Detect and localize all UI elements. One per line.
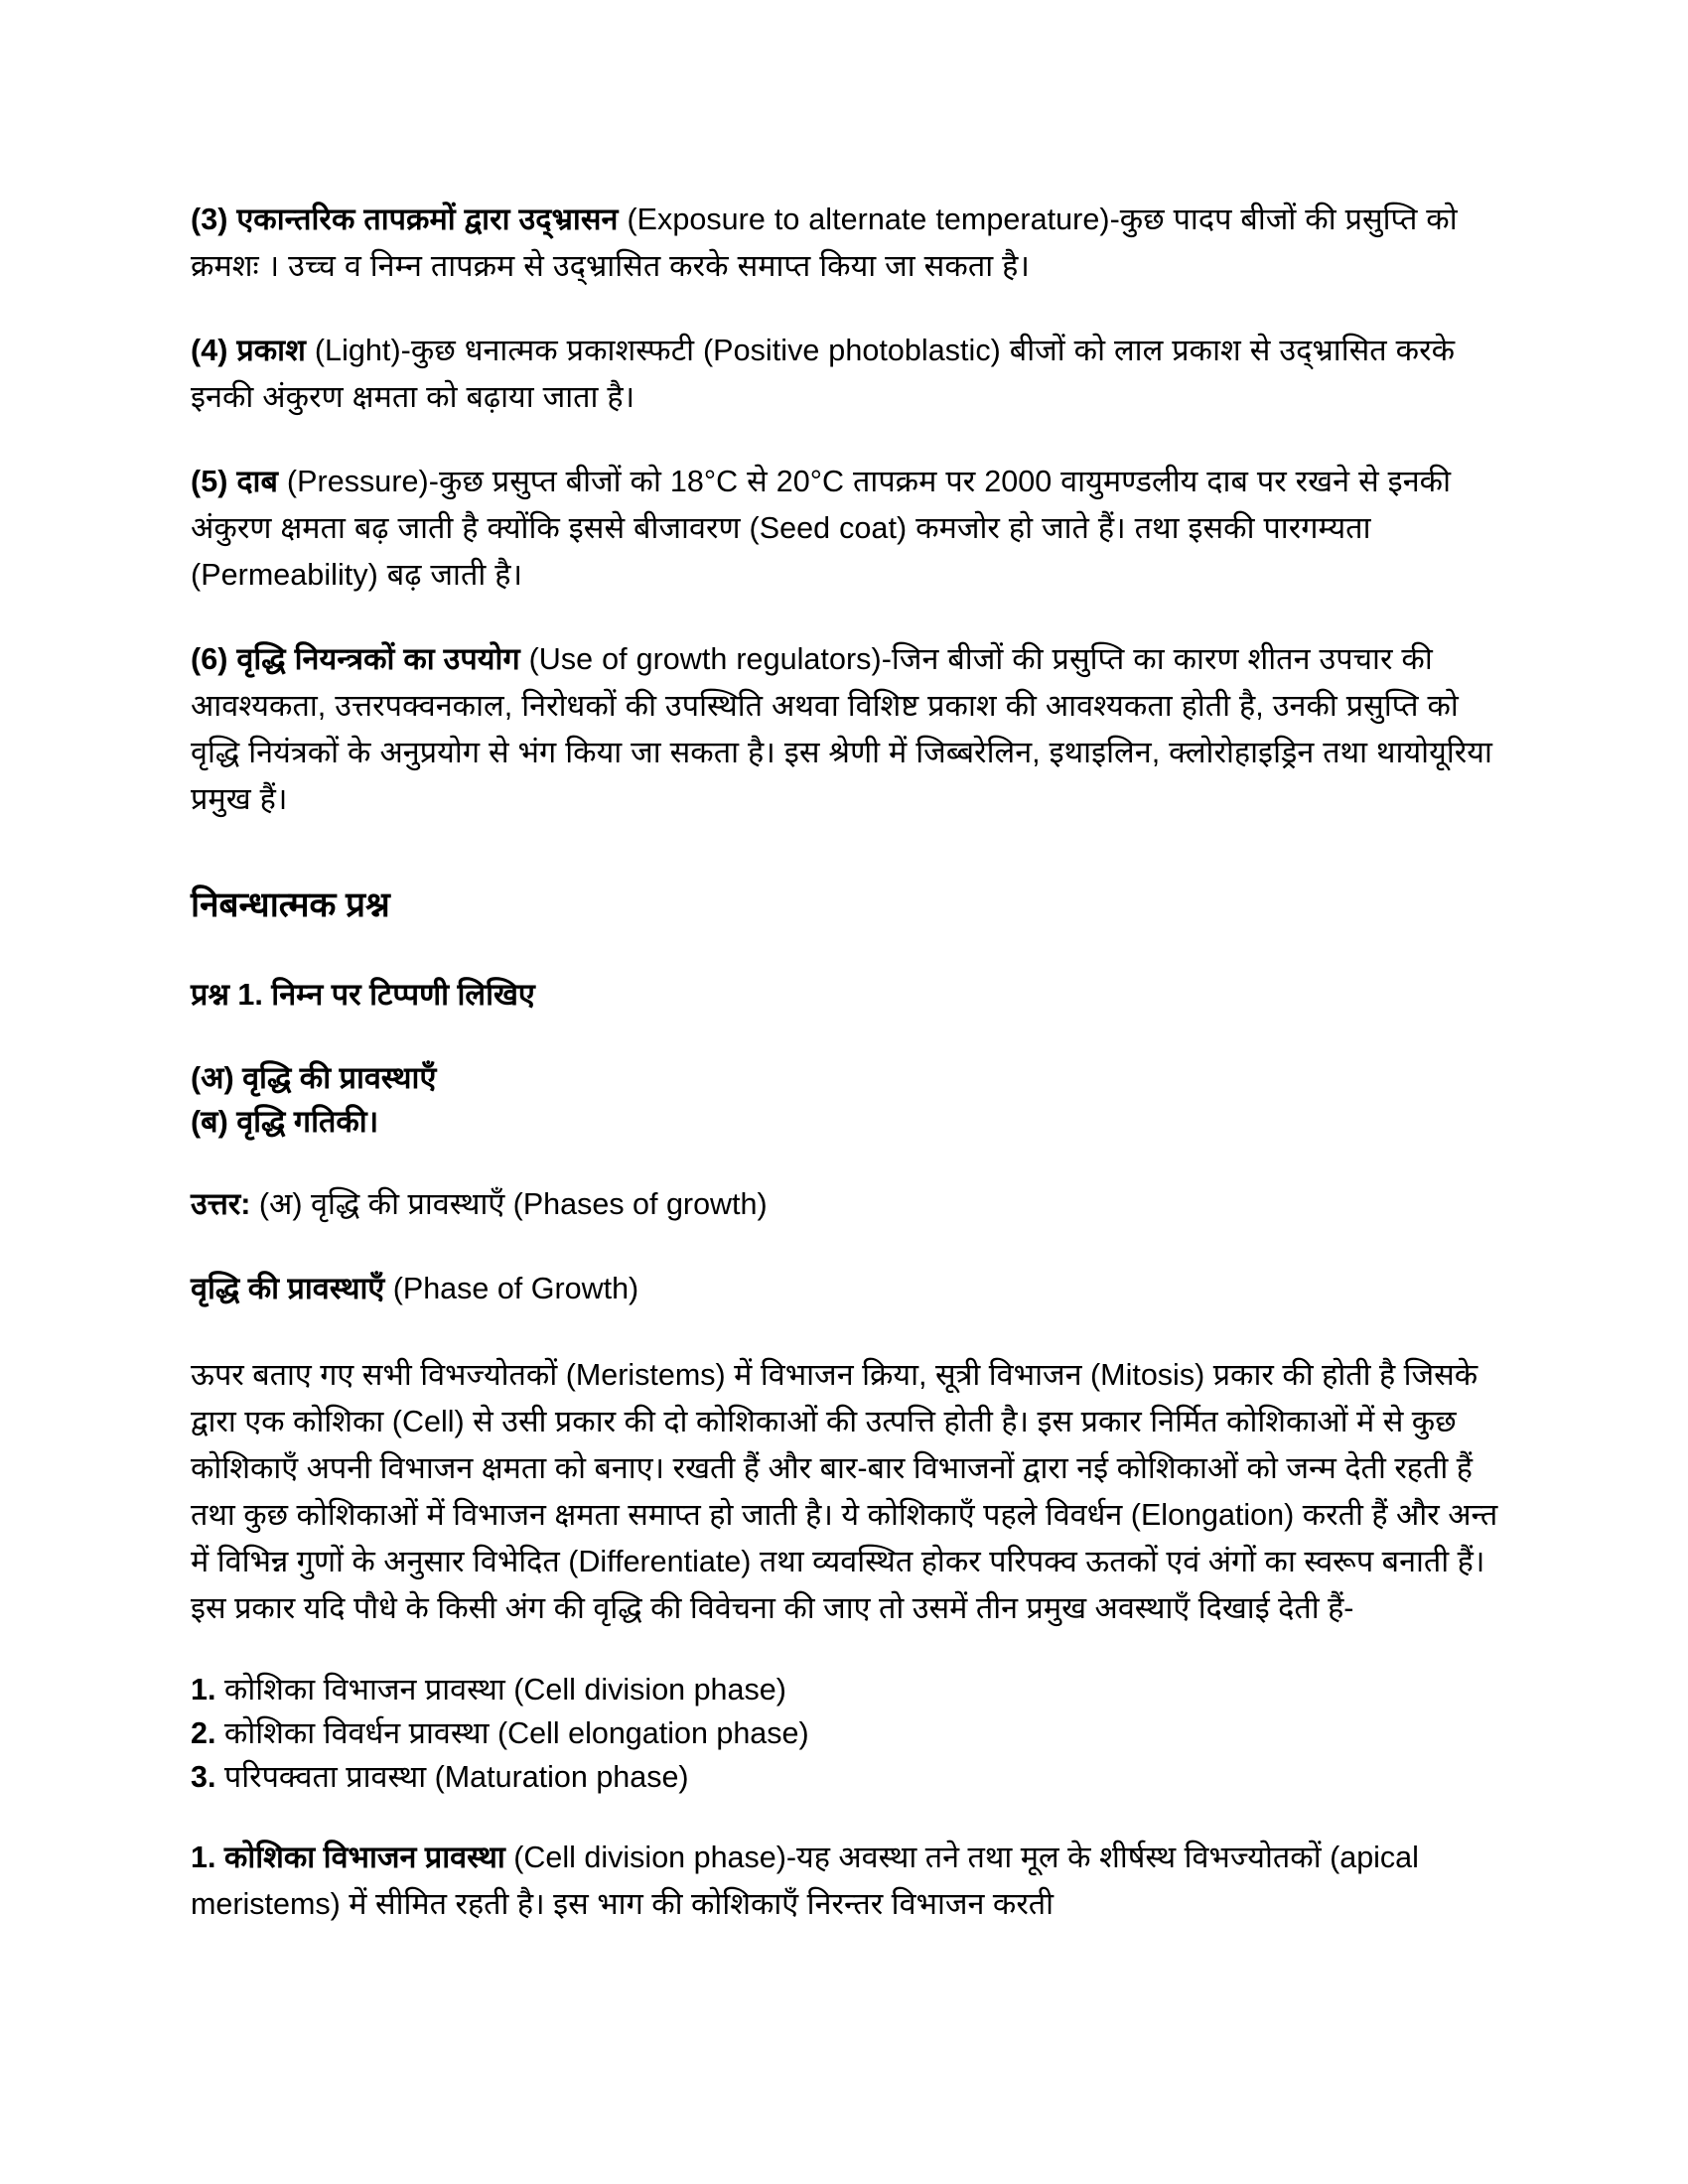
phase-list [191, 1668, 1499, 1799]
phase-list-item-2-number: 2. [191, 1716, 216, 1750]
phase-list-item-2 [191, 1711, 1499, 1755]
paragraph-item-6-body: -जिन बीजों की प्रसुप्ति का कारण शीतन उपचार की आवश्यकता, उत्तरपक्वनकाल, निरोधकों की उपस्थिति अथवा विशिष्ट प्रकाश की आवश्यकता होती है, उनकी प्रसुप्ति को वृद्धि नियंत्रकों के अनुप्रयोग से भंग किया जा सकता है। इस श्रेणी में जिब्बरेलिन, इथाइलिन, क्लोरोहाइड्रिन तथा थायोयूरिया प्रमुख हैं। [191, 642, 1492, 816]
phase-detail-lead: 1. कोशिका विभाजन प्रावस्था [191, 1841, 505, 1874]
phase-detail-body: -यह अवस्था तने तथा मूल के शीर्षस्थ विभज्योतकों (apical meristems) में सीमित रहती है। इस भाग की कोशिकाएँ निरन्तर विभाजन करती [191, 1841, 1419, 1921]
phase-detail-paragraph [191, 1835, 1499, 1928]
paragraph-item-4-body: -कुछ धनात्मक प्रकाशस्फटी (Positive photoblastic) बीजों को लाल प्रकाश से उद्भ्रासित करके इनकी अंकुरण क्षमता को बढ़ाया जाता है। [191, 334, 1456, 414]
paragraph-item-4-lead: (4) प्रकाश [191, 334, 306, 367]
paragraph-item-6-lead: (6) वृद्धि नियन्त्रकों का उपयोग [191, 642, 520, 676]
section-heading: निबन्धात्मक प्रश्न [191, 886, 390, 924]
paragraph-item-5-lead: (5) दाब [191, 465, 278, 498]
paragraph-item-5-body: -कुछ प्रसुप्त बीजों को 18°C से 20°C तापक्रम पर 2000 वायुमण्डलीय दाब पर रखने से इनकी अंकुरण क्षमता बढ़ जाती है क्योंकि इससे बीजावरण (Seed coat) कमजोर हो जाते हैं। तथा इसकी पारगम्यता (Permeability) बढ़ जाती है। [191, 465, 1452, 592]
sub-heading-hindi: वृद्धि की प्रावस्थाएँ [191, 1272, 385, 1305]
paragraph-item-6 [191, 636, 1499, 823]
sub-heading-english: (Phase of Growth) [384, 1272, 639, 1305]
paragraph-item-6-english: (Use of growth regulators) [519, 642, 882, 676]
question-heading: प्रश्न 1. निम्न पर टिप्पणी लिखिए [191, 978, 535, 1012]
main-paragraph: ऊपर बताए गए सभी विभज्योतकों (Meristems) में विभाजन क्रिया, सूत्री विभाजन (Mitosis) प्रकार की होती है जिसके द्वारा एक कोशिका (Cell) से उसी प्रकार की दो कोशिकाओं की उत्पत्ति होती है। इस प्रकार निर्मित कोशिकाओं में से कुछ कोशिकाएँ अपनी विभाजन क्षमता को बनाए। रखती हैं और बार-बार विभाजनों द्वारा नई कोशिकाओं को जन्म देती रहती हैं तथा कुछ कोशिकाओं में विभाजन क्षमता समाप्त हो जाती है। ये कोशिकाएँ पहले विवर्धन (Elongation) करती हैं और अन्त में विभिन्न गुणों के अनुसार विभेदित (Differentiate) तथा व्यवस्थित होकर परिपक्व ऊतकों एवं अंगों का स्वरूप बनाती हैं। इस प्रकार यदि पौधे के किसी अंग की वृद्धि की विवेचना की जाए तो उसमें तीन प्रमुख अवस्थाएँ दिखाई देती हैं- [191, 1358, 1498, 1625]
paragraph-item-3-lead: (3) एकान्तरिक तापक्रमों द्वारा उद्भ्रासन [191, 203, 619, 236]
question-option-b: (ब) वृद्धि गतिकी। [191, 1105, 379, 1139]
phase-list-item-2-text: कोशिका विवर्धन प्रावस्था (Cell elongation phase) [215, 1716, 809, 1750]
phase-list-item-1 [191, 1668, 1499, 1711]
paragraph-item-5 [191, 459, 1499, 599]
paragraph-item-3-english: (Exposure to alternate temperature) [618, 203, 1110, 236]
phase-detail-english: (Cell division phase) [504, 1841, 786, 1874]
phase-list-item-3-number: 3. [191, 1760, 216, 1794]
question-option-a: (अ) वृद्धि की प्रावस्थाएँ [191, 1061, 437, 1095]
page-content [191, 197, 1499, 1928]
sub-heading [191, 1266, 1499, 1312]
paragraph-item-5-english: (Pressure) [277, 465, 429, 498]
answer-text: (अ) वृद्धि की प्रावस्थाएँ (Phases of growth) [250, 1187, 768, 1221]
phase-list-item-1-number: 1. [191, 1673, 216, 1706]
phase-list-item-3 [191, 1755, 1499, 1799]
paragraph-item-4 [191, 328, 1499, 421]
phase-list-item-1-text: कोशिका विभाजन प्रावस्था (Cell division phase) [215, 1673, 786, 1706]
paragraph-item-3-body: -कुछ पादप बीजों की प्रसुप्ति को क्रमशः । उच्च व निम्न तापक्रम से उद्भ्रासित करके समाप्त किया जा सकता है। [191, 203, 1458, 283]
answer-line [191, 1181, 1499, 1228]
question-options-list [191, 1056, 1499, 1144]
phase-list-item-3-text: परिपक्वता प्रावस्था (Maturation phase) [215, 1760, 689, 1794]
paragraph-item-3 [191, 197, 1499, 290]
answer-label: उत्तर: [191, 1187, 251, 1221]
paragraph-item-4-english: (Light) [305, 334, 401, 367]
